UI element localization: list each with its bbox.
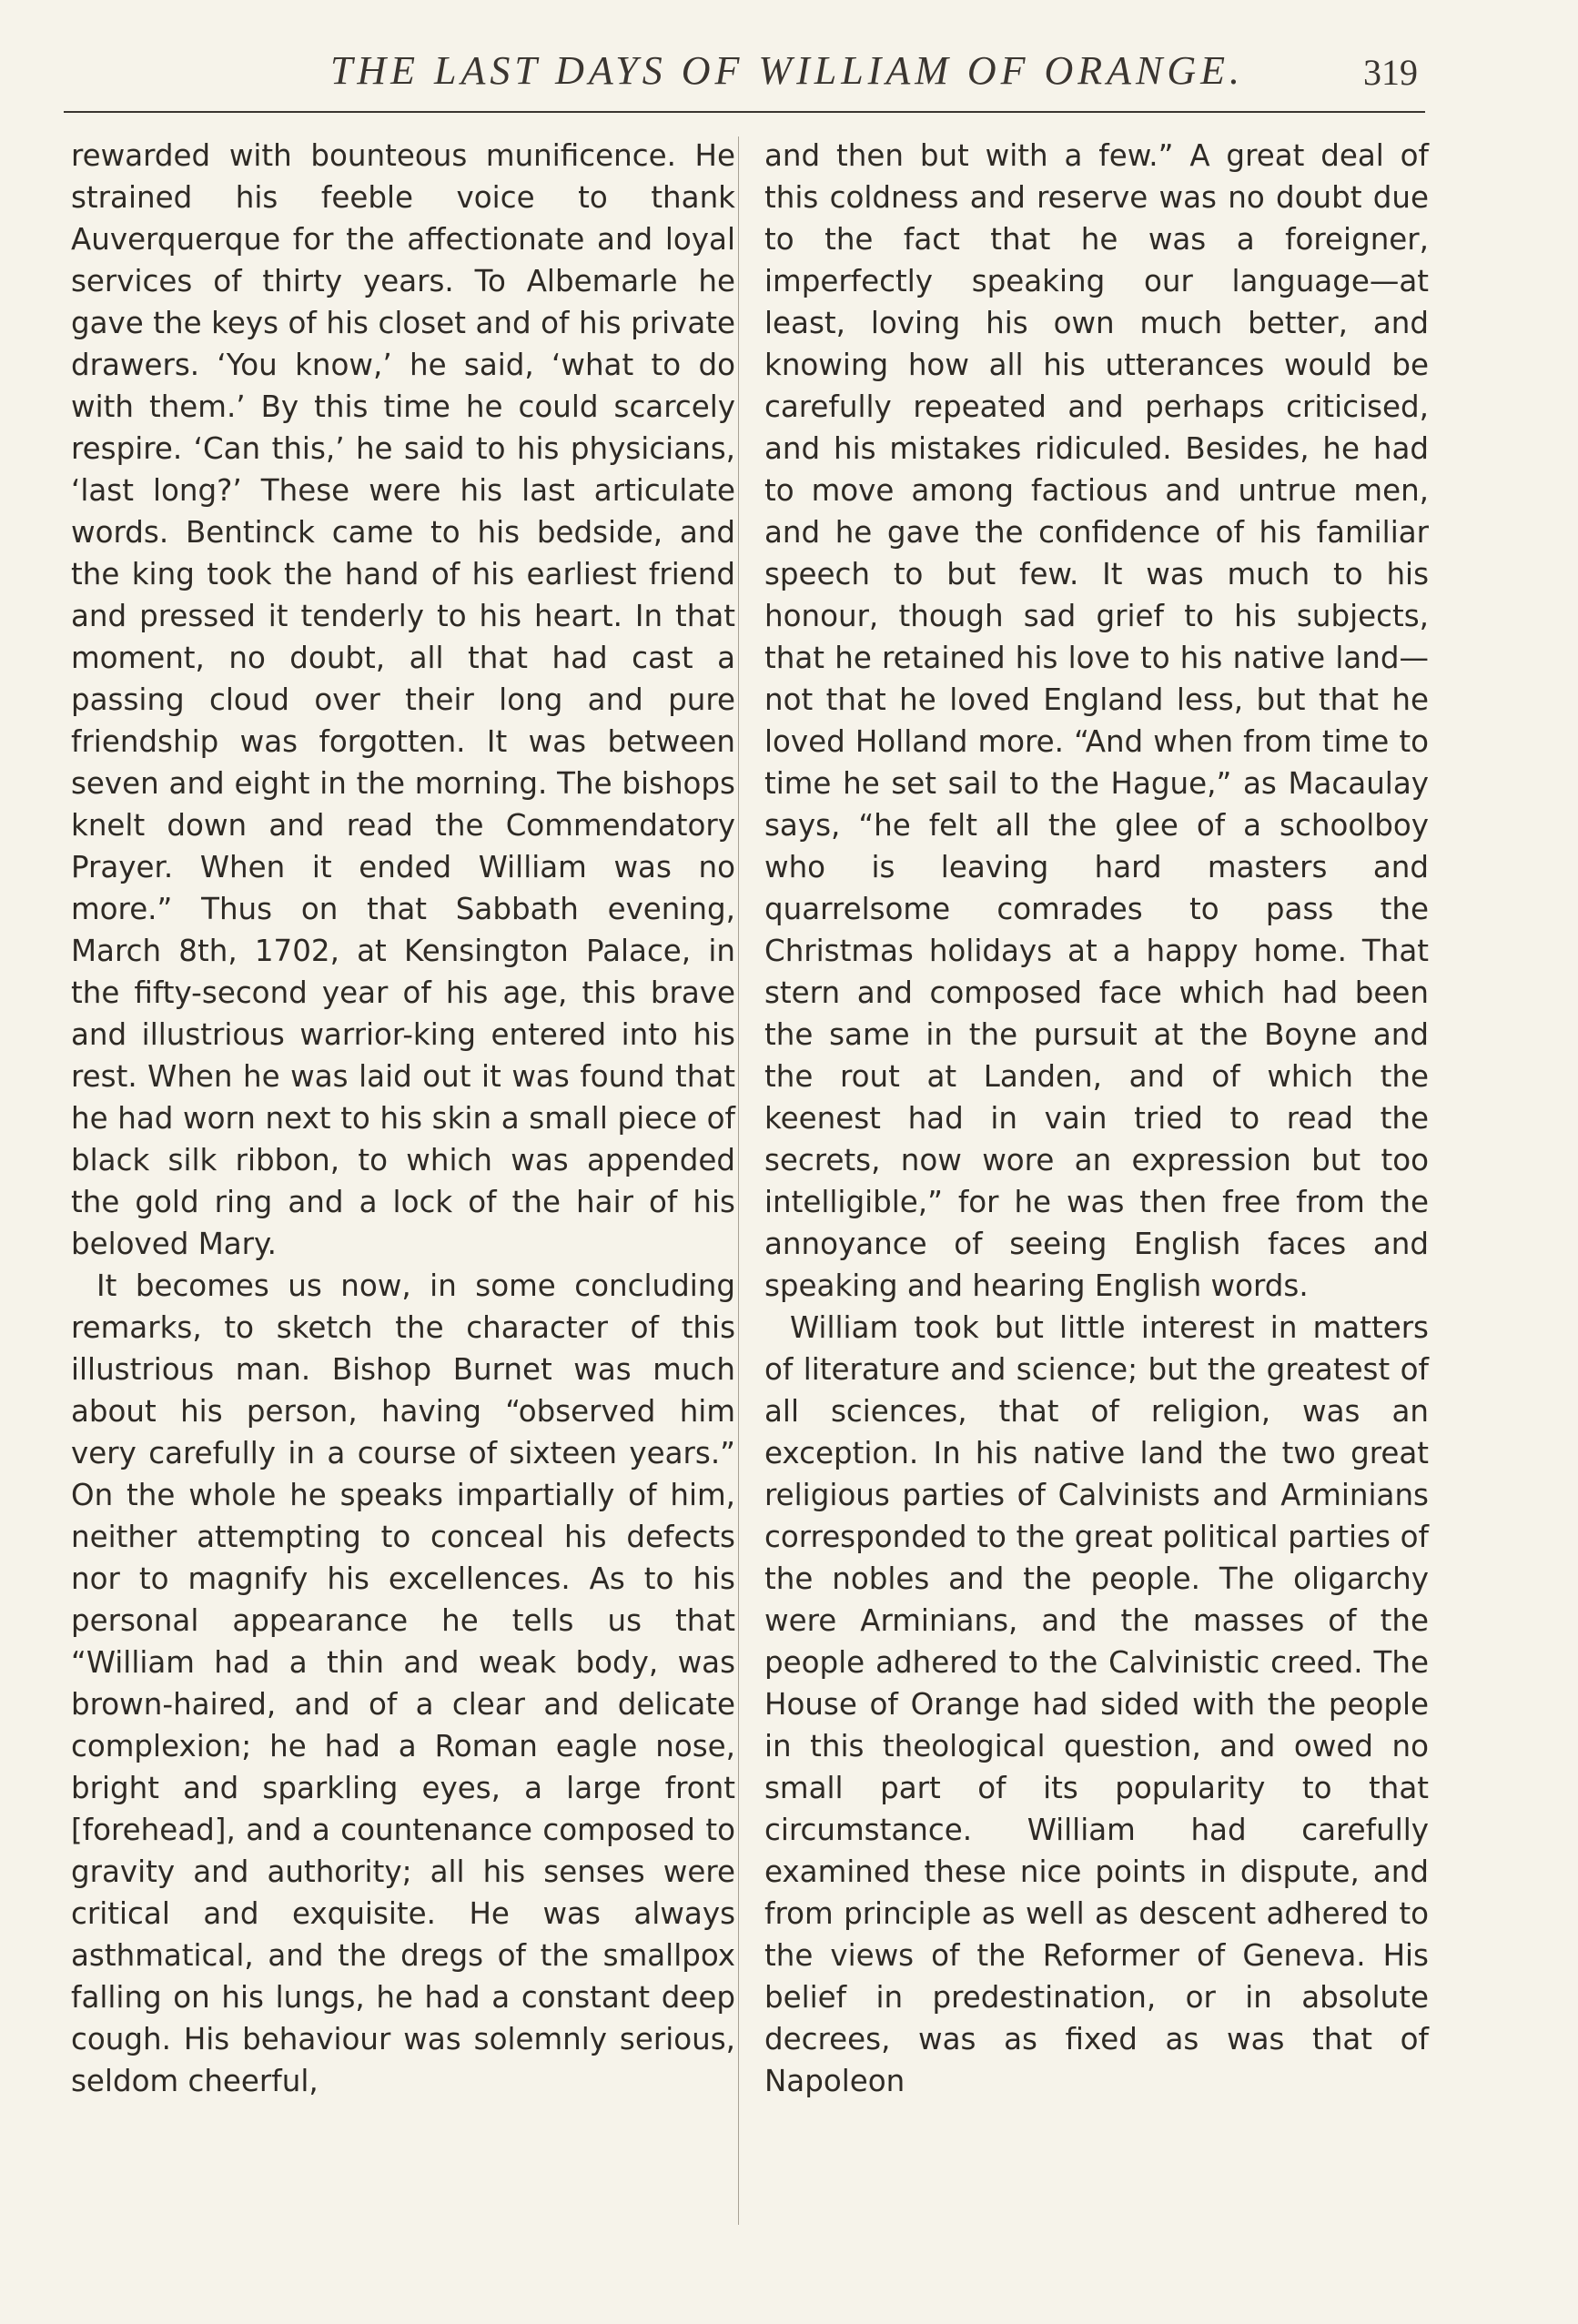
page-number: 319: [1363, 52, 1418, 93]
header-rule: [64, 111, 1425, 113]
left-paragraph-2: It becomes us now, in some concluding remarks, to sketch the character of this illustrious man. Bishop Burnet was much about his person, having “observed him very carefully in a course of sixteen years.” On the whole he speaks impartially of him, neither attempting to conceal his defects nor to magnify his excellences. As to his personal appearance he tells us that “William had a thin and weak body, was brown-haired, and of a clear and delicate complexion; he had a Roman eagle nose, bright and sparkling eyes, a large front [forehead], and a countenance composed to gravity and authority; all his senses were critical and exquisite. He was always asthmatical, and the dregs of the smallpox falling on his lungs, he had a constant deep cough. His behaviour was solemnly serious, seldom cheerful,: [71, 1268, 735, 2098]
page-header: [64, 47, 1429, 102]
left-column: [71, 135, 735, 2102]
column-divider: [738, 136, 739, 2225]
right-paragraph-2: William took but little interest in matters of literature and science; but the greatest of all sciences, that of religion, was an exception. In his native land the two great religious parties of Calvinists and Arminians corresponded to the great political parties of the nobles and the people. The oligarchy were Arminians, and the masses of the people adhered to the Calvinistic creed. The House of Orange had sided with the people in this theological question, and owed no small part of its popularity to that circumstance. William had carefully examined these nice points in dispute, and from principle as well as descent adhered to the views of the Reformer of Geneva. His belief in predestination, or in absolute decrees, was as fixed as was that of Napoleon: [764, 1310, 1429, 2098]
left-paragraph-1: rewarded with bounteous munificence. He strained his feeble voice to thank Auverquerque for the affectionate and loyal services of thirty years. To Albemarle he gave the keys of his closet and of his private drawers. ‘You know,’ he said, ‘what to do with them.’ By this time he could scarcely respire. ‘Can this,’ he said to his physicians, ‘last long?’ These were his last articulate words. Bentinck came to his bedside, and the king took the hand of his earliest friend and pressed it tenderly to his heart. In that moment, no doubt, all that had cast a passing cloud over their long and pure friendship was forgotten. It was between seven and eight in the morning. The bishops knelt down and read the Commendatory Prayer. When it ended William was no more.” Thus on that Sabbath evening, March 8th, 1702, at Kensington Palace, in the fifty-second year of his age, this brave and illustrious warrior-king entered into his rest. When he was laid out it was found that he had worn next to his skin a small piece of black silk ribbon, to which was appended the gold ring and a lock of the hair of his beloved Mary.: [71, 138, 735, 1261]
running-title: THE LAST DAYS OF WILLIAM OF ORANGE.: [329, 48, 1245, 93]
right-paragraph-1: and then but with a few.” A great deal of this coldness and reserve was no doubt due to the fact that he was a foreigner, imperfectly speaking our language—at least, loving his own much better, and knowing how all his utterances would be carefully repeated and perhaps criticised, and his mistakes ridiculed. Besides, he had to move among factious and untrue men, and he gave the confidence of his familiar speech to but few. It was much to his honour, though sad grief to his subjects, that he retained his love to his native land—not that he loved England less, but that he loved Holland more. “And when from time to time he set sail to the Hague,” as Macaulay says, “he felt all the glee of a schoolboy who is leaving hard masters and quarrelsome comrades to pass the Christmas holidays at a happy home. That stern and composed face which had been the same in the pursuit at the Boyne and the rout at Landen, and of which the keenest had in vain tried to read the secrets, now wore an expression but too intelligible,” for he was then free from the annoyance of seeing English faces and speaking and hearing English words.: [764, 138, 1429, 1303]
right-column: [764, 135, 1429, 2102]
